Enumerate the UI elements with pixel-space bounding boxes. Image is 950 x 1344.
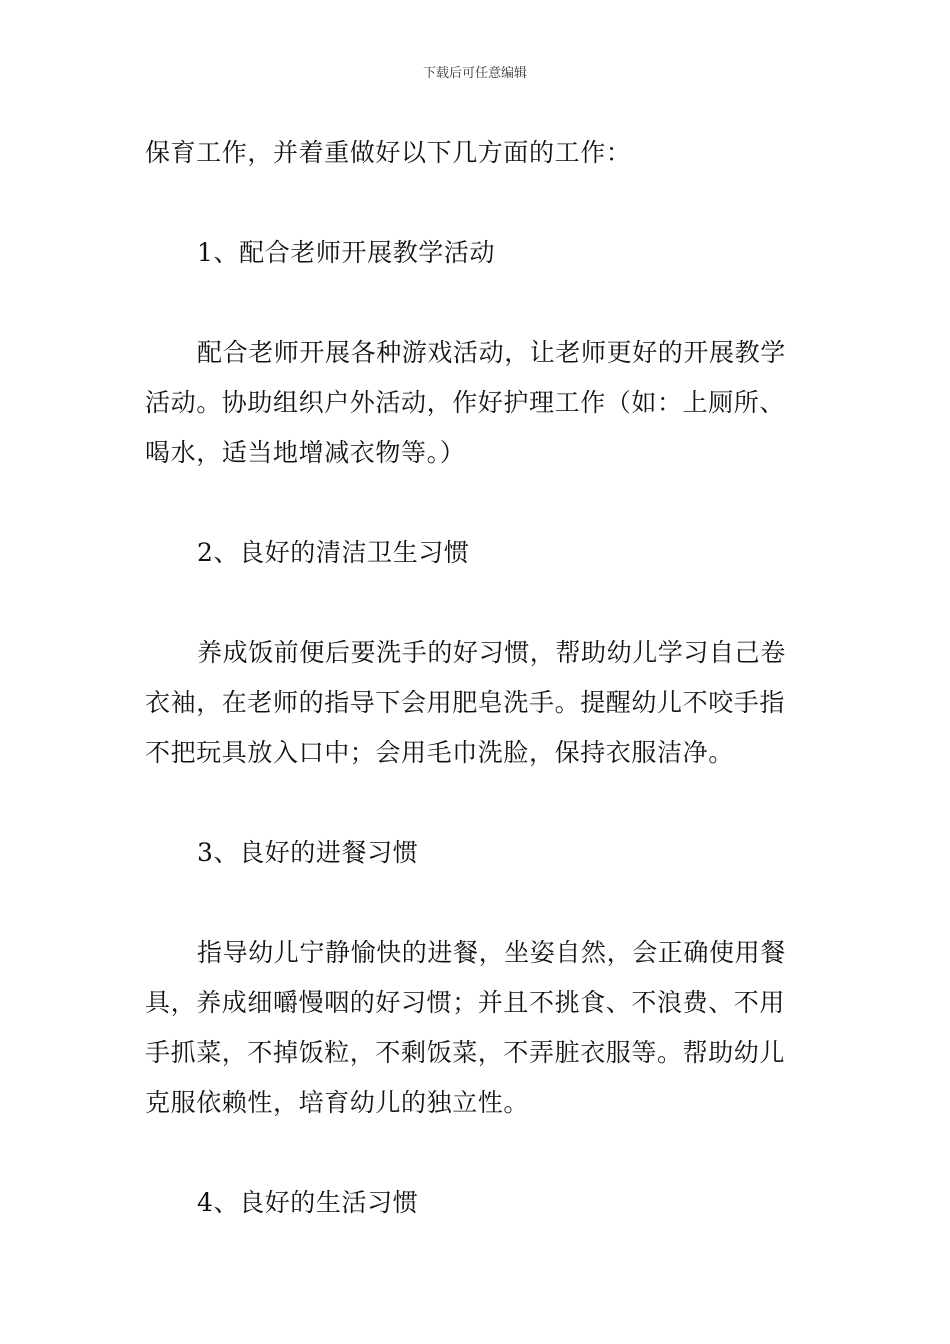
spacer bbox=[145, 878, 810, 928]
paragraph-line: 喝水，适当地增减衣物等。） bbox=[145, 438, 466, 467]
document-body bbox=[145, 128, 810, 1228]
spacer bbox=[145, 278, 810, 328]
paragraph-line: 配合老师开展各种游戏活动，让老师更好的开展教学 bbox=[197, 338, 786, 367]
paragraph-line: 不把玩具放入口中；会用毛巾洗脸，保持衣服洁净。 bbox=[145, 738, 734, 767]
paragraph-line: 指导幼儿宁静愉快的进餐，坐姿自然，会正确使用餐 bbox=[197, 938, 786, 967]
spacer bbox=[145, 478, 810, 528]
paragraph-line: 活动。协助组织户外活动，作好护理工作（如：上厕所、 bbox=[145, 388, 786, 417]
spacer bbox=[145, 778, 810, 828]
paragraph-line: 具，养成细嚼慢咽的好习惯；并且不挑食、不浪费、不用 bbox=[145, 988, 786, 1017]
page-header: 下载后可任意编辑 bbox=[422, 66, 527, 81]
paragraph-line: 手抓菜，不掉饭粒，不剩饭菜，不弄脏衣服等。帮助幼儿 bbox=[145, 1038, 786, 1067]
intro-line: 保育工作，并着重做好以下几方面的工作： bbox=[145, 138, 632, 167]
section-heading: 2、良好的清洁卫生习惯 bbox=[197, 538, 470, 567]
spacer bbox=[145, 178, 810, 228]
section-heading: 4、良好的生活习惯 bbox=[197, 1188, 419, 1217]
spacer bbox=[145, 1128, 810, 1178]
section-heading: 1、配合老师开展教学活动 bbox=[197, 238, 496, 267]
paragraph-line: 养成饭前便后要洗手的好习惯，帮助幼儿学习自己卷 bbox=[197, 638, 786, 667]
paragraph-line: 克服依赖性，培育幼儿的独立性。 bbox=[145, 1088, 530, 1117]
spacer bbox=[145, 578, 810, 628]
paragraph-line: 衣袖，在老师的指导下会用肥皂洗手。提醒幼儿不咬手指 bbox=[145, 688, 786, 717]
section-heading: 3、良好的进餐习惯 bbox=[197, 838, 419, 867]
